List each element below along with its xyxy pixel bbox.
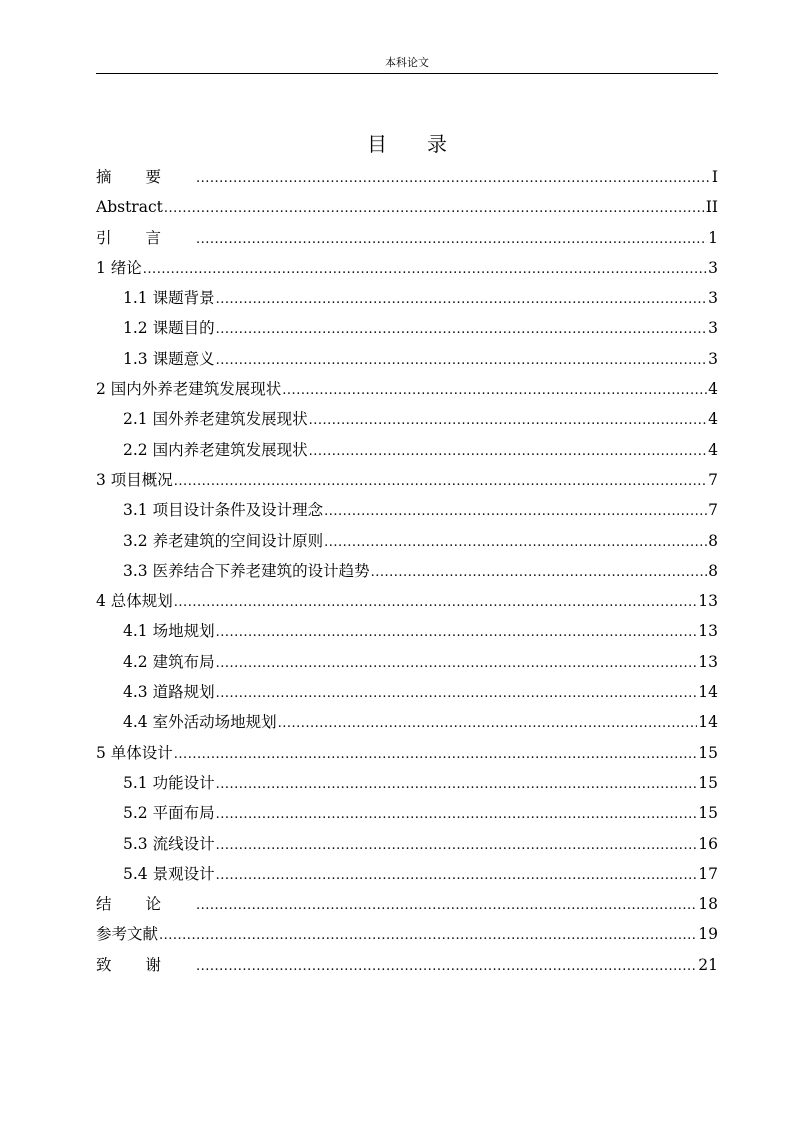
toc-entry-label: 4.1 场地规划 <box>123 622 215 641</box>
toc-dot-leader <box>309 437 708 467</box>
toc-entry-page-number: 8 <box>708 561 718 580</box>
toc-entry-page-number: 8 <box>708 531 718 550</box>
page-title: 目录 <box>367 132 487 156</box>
toc-entry[interactable] <box>96 162 718 192</box>
toc-dot-leader <box>216 618 698 648</box>
toc-entry[interactable] <box>96 738 718 768</box>
toc-entry-label: 5 单体设计 <box>96 743 173 762</box>
toc-entry[interactable] <box>96 223 718 253</box>
toc-entry-label: 4.4 室外活动场地规划 <box>123 713 277 732</box>
toc-entry[interactable] <box>96 586 718 616</box>
toc-entry-page-number: 18 <box>698 895 718 914</box>
toc-dot-leader <box>216 679 698 709</box>
toc-entry-label: 5.4 景观设计 <box>123 864 215 883</box>
toc-entry-label: 致谢 <box>96 955 196 974</box>
toc-dot-leader <box>282 376 707 406</box>
toc-entry[interactable] <box>96 374 718 404</box>
toc-entry-label: 摘要 <box>96 168 196 186</box>
toc-entry-label: 4.3 道路规划 <box>123 683 215 702</box>
toc-dot-leader <box>216 649 698 679</box>
toc-dot-leader <box>143 255 707 285</box>
toc-entry-page-number: 16 <box>698 834 718 853</box>
toc-entry-label: 4.2 建筑布局 <box>123 652 215 671</box>
toc-entry-page-number: 3 <box>708 258 718 277</box>
toc-entry-page-number: 15 <box>698 773 718 792</box>
toc-entry[interactable] <box>96 647 718 677</box>
toc-entry[interactable] <box>96 495 718 525</box>
toc-dot-leader <box>216 800 698 830</box>
toc-dot-leader <box>309 406 708 436</box>
toc-entry[interactable] <box>96 283 718 313</box>
toc-entry-label: 2 国内外养老建筑发展现状 <box>96 380 282 399</box>
toc-entry-label: 5.1 功能设计 <box>123 773 215 792</box>
toc-entry-label: Abstract <box>96 198 163 217</box>
toc-entry[interactable] <box>96 859 718 889</box>
toc-entry-label: 引言 <box>96 228 196 247</box>
toc-entry-label: 结论 <box>96 895 196 914</box>
toc-dot-leader <box>216 285 708 315</box>
toc-entry-label: 5.3 流线设计 <box>123 834 215 853</box>
toc-dot-leader <box>159 921 697 951</box>
toc-entry-label: 1 绪论 <box>96 258 142 277</box>
toc-entry-page-number: 3 <box>708 349 718 368</box>
toc-dot-leader <box>216 346 708 376</box>
toc-entry[interactable] <box>96 465 718 495</box>
toc-entry-page-number: 3 <box>708 289 718 308</box>
toc-entry-label: 3 项目概况 <box>96 470 173 489</box>
toc-entry[interactable] <box>96 435 718 465</box>
toc-entry-label: 3.1 项目设计条件及设计理念 <box>123 501 324 520</box>
toc-entry-page-number: 13 <box>698 622 718 641</box>
toc-entry-page-number: 14 <box>698 713 718 732</box>
toc-entry-page-number: 19 <box>698 925 718 944</box>
toc-entry[interactable] <box>96 344 718 374</box>
toc-entry[interactable] <box>96 798 718 828</box>
toc-dot-leader <box>174 740 697 770</box>
toc-entry-label: 参考文献 <box>96 925 159 944</box>
toc-entry-label: 1.1 课题背景 <box>123 289 215 308</box>
toc-entry-page-number: 13 <box>698 592 718 611</box>
toc-dot-leader <box>278 709 698 739</box>
toc-entry[interactable] <box>96 919 718 949</box>
toc-entry-page-number: 21 <box>698 955 718 974</box>
toc-entry[interactable] <box>96 253 718 283</box>
toc-entry-page-number: 17 <box>698 864 718 883</box>
toc-dot-leader <box>324 497 707 527</box>
toc-dot-leader <box>196 891 697 921</box>
header-divider <box>96 73 718 74</box>
toc-entry[interactable] <box>96 889 718 919</box>
toc-entry-label: 3.2 养老建筑的空间设计原则 <box>123 531 324 550</box>
toc-dot-leader <box>164 194 705 224</box>
toc-dot-leader <box>196 164 711 194</box>
toc-dot-leader <box>216 831 698 861</box>
toc-entry-page-number: 13 <box>698 652 718 671</box>
toc-entry-page-number: 7 <box>708 501 718 520</box>
toc-entry-page-number: 3 <box>708 319 718 338</box>
toc-entry-page-number: 15 <box>698 743 718 762</box>
toc-entry[interactable] <box>96 950 718 980</box>
toc-entry-label: 3.3 医养结合下养老建筑的设计趋势 <box>123 561 370 580</box>
toc-dot-leader <box>371 558 708 588</box>
toc-entry[interactable] <box>96 192 718 222</box>
toc-entry-page-number: I <box>711 168 718 186</box>
toc-entry[interactable] <box>96 707 718 737</box>
toc-entry[interactable] <box>96 677 718 707</box>
toc-entry-page-number: 4 <box>708 440 718 459</box>
toc-entry-label: 1.3 课题意义 <box>123 349 215 368</box>
toc-entry-label: 1.2 课题目的 <box>123 319 215 338</box>
toc-dot-leader <box>324 528 707 558</box>
toc-entry-page-number: 4 <box>708 410 718 429</box>
toc-entry-label: 2.1 国外养老建筑发展现状 <box>123 410 308 429</box>
toc-entry-page-number: 7 <box>708 470 718 489</box>
toc-entry-page-number: 14 <box>698 683 718 702</box>
toc-dot-leader <box>216 861 698 891</box>
toc-entry-label: 4 总体规划 <box>96 592 173 611</box>
toc-entry[interactable] <box>96 616 718 646</box>
toc-dot-leader <box>174 588 697 618</box>
toc-entry-label: 2.2 国内养老建筑发展现状 <box>123 440 308 459</box>
toc-dot-leader <box>174 467 707 497</box>
toc-entry[interactable] <box>96 829 718 859</box>
toc-entry-page-number: 15 <box>698 804 718 823</box>
toc-entry[interactable] <box>96 526 718 556</box>
toc-entry-page-number: 4 <box>708 380 718 399</box>
running-header: 本科论文 <box>385 56 429 69</box>
toc-entry[interactable] <box>96 313 718 343</box>
table-of-contents <box>96 162 718 980</box>
toc-entry-page-number: 1 <box>708 228 718 247</box>
toc-entry-label: 5.2 平面布局 <box>123 804 215 823</box>
toc-entry-page-number: II <box>705 198 718 217</box>
toc-dot-leader <box>196 952 697 982</box>
toc-entry[interactable] <box>96 556 718 586</box>
toc-dot-leader <box>216 770 698 800</box>
toc-dot-leader <box>216 315 708 345</box>
toc-dot-leader <box>196 225 707 255</box>
toc-entry[interactable] <box>96 768 718 798</box>
toc-entry[interactable] <box>96 404 718 434</box>
